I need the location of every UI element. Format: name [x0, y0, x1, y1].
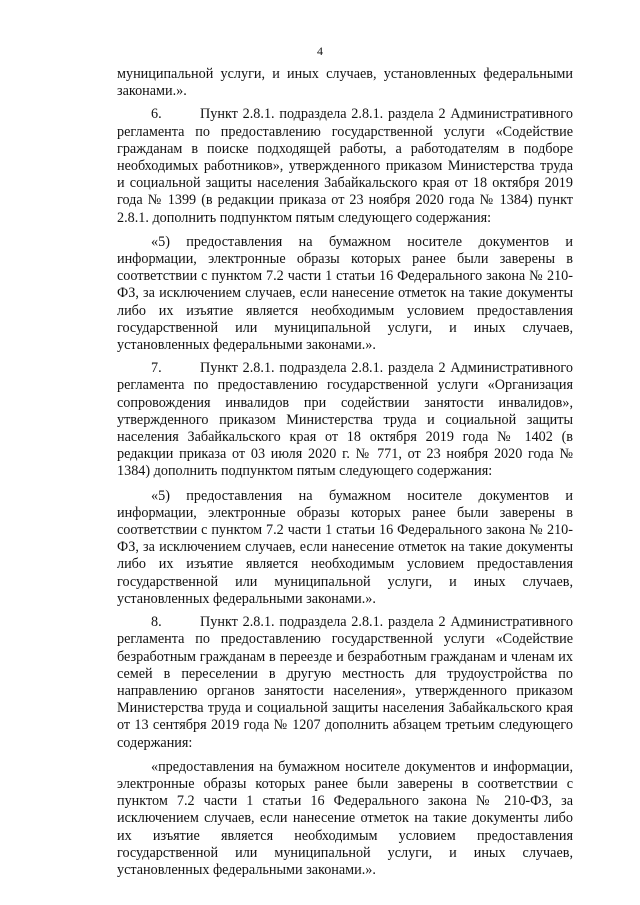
page-number: 4: [317, 44, 323, 58]
paragraph-item-8: 8. Пункт 2.8.1. подраздела 2.8.1. раздела 2 Административного регламента по предоставлению государственной услуги «Содействие безработным гражданам в переезде и безработным гражданам и членам их семей в переселении в другую местность для трудоустройства по направлению органов занятости населения», утвержденного приказом Министерства труда и социальной защиты населения Забайкальского края от 13 сентября 2019 года № 1207 дополнить абзацем третьим следующего содержания:: [117, 614, 573, 751]
paragraph-item-7: 7. Пункт 2.8.1. подраздела 2.8.1. раздела 2 Административного регламента по предоставлению государственной услуги «Организация сопровождения инвалидов при содействии занятости инвалидов», утвержденного приказом Министерства труда и социальной защиты населения Забайкальского края от 18 октября 2019 года № 1402 (в редакции приказа от 03 июля 2020 г. № 771, от 23 ноября 2020 года № 1384) дополнить подпунктом пятым следующего содержания:: [117, 360, 573, 480]
paragraph-quote-7: «5) предоставления на бумажном носителе документов и информации, электронные образы которых ранее были заверены в соответствии с пунктом 7.2 части 1 статьи 16 Федерального закона № 210-ФЗ, за исключением случаев, если нанесение отметок на такие документы либо их изъятие является необходимым условием предоставления государственной или муниципальной услуги, и иных случаев, установленных федеральными законами.».: [117, 487, 573, 607]
paragraph-item-6: 6. Пункт 2.8.1. подраздела 2.8.1. раздела 2 Административного регламента по предоставлению государственной услуги «Содействие гражданам в поиске подходящей работы, а работодателям в подборе необходимых работников», утвержденного приказом Министерства труда и социальной защиты населения Забайкальского края от 18 октября 2019 года № 1399 (в редакции приказа от 23 ноября 2020 года № 1384) пункт 2.8.1. дополнить подпунктом пятым следующего содержания:: [117, 106, 573, 226]
paragraph-quote-6: «5) предоставления на бумажном носителе документов и информации, электронные образы которых ранее были заверены в соответствии с пунктом 7.2 части 1 статьи 16 Федерального закона № 210-ФЗ, за исключением случаев, если нанесение отметок на такие документы либо их изъятие является необходимым условием предоставления государственной или муниципальной услуги, и иных случаев, установленных федеральными законами.».: [117, 233, 573, 354]
paragraph-continuation: муниципальной услуги, и иных случаев, установленных федеральными законами.».: [117, 66, 573, 100]
document-body: [117, 66, 573, 879]
paragraph-quote-8: «предоставления на бумажном носителе документов и информации, электронные образы которых ранее были заверены в соответствии с пунктом 7.2 части 1 статьи 16 Федерального закона № 210-ФЗ, за исключением случаев, если нанесение отметок на такие документы либо их изъятие является необходимым условием предоставления государственной или муниципальной услуги, и иных случаев, установленных федеральными законами.».: [117, 758, 573, 878]
